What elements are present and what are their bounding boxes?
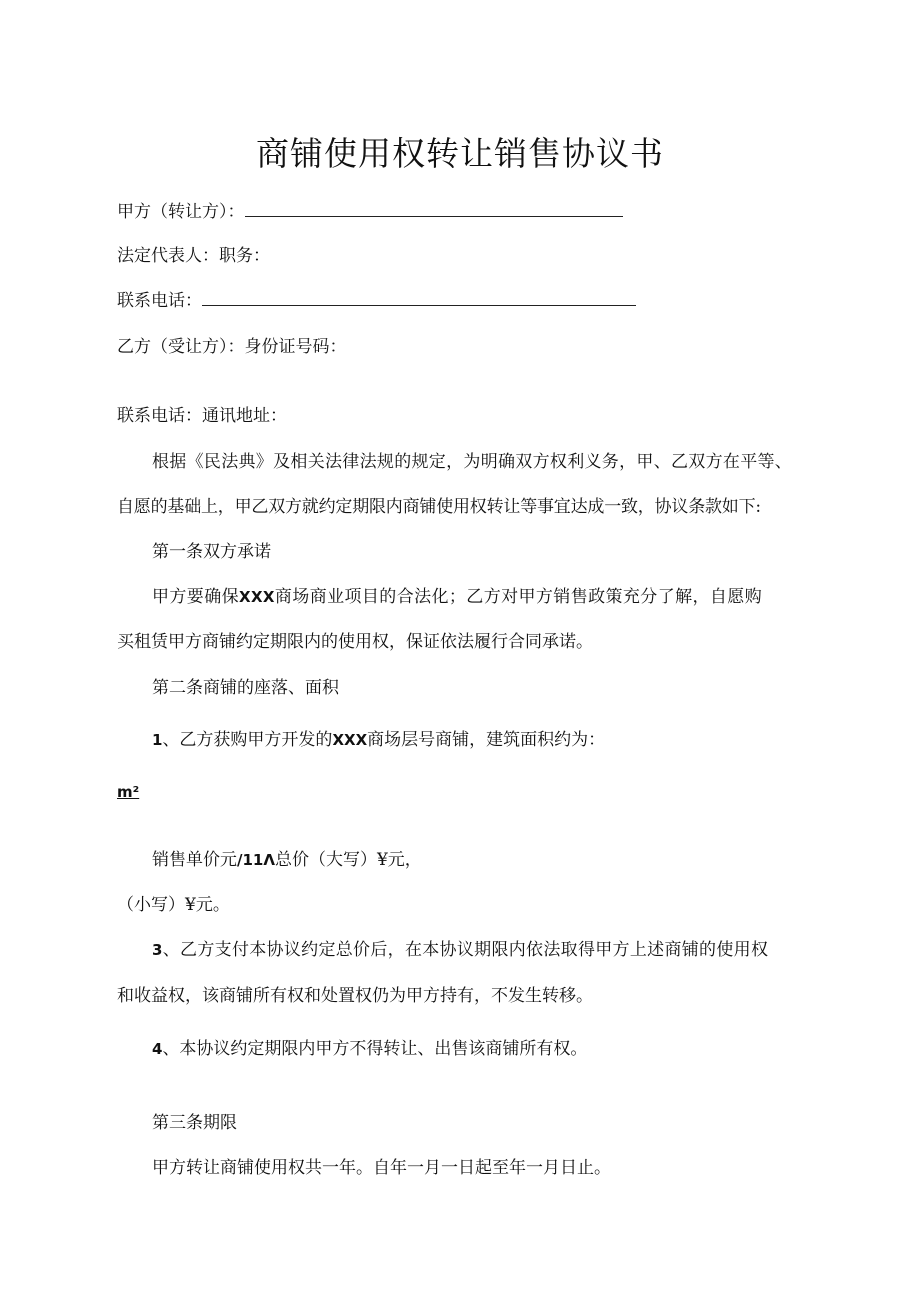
contact-b-line: 联系电话：通讯地址： [117, 406, 287, 426]
area-unit: m² [117, 783, 140, 801]
item-4-text: 、本协议约定期限内甲方不得转让、出售该商铺所有权。 [162, 1039, 588, 1059]
item-3-line-1 [152, 938, 768, 962]
item-3-line-2: 和收益权，该商铺所有权和处置权仍为甲方持有，不发生转移。 [117, 986, 593, 1006]
phone-a-line [117, 289, 636, 313]
party-a-line [117, 200, 623, 224]
article-1-line-1 [152, 585, 762, 609]
item-1-line [152, 728, 605, 752]
article-1-line-2: 买租赁甲方商铺约定期限内的使用权，保证依法履行合同承诺。 [117, 632, 593, 652]
item-1-text-a: 、乙方获购甲方开发的 [162, 730, 333, 750]
article-1-text-b: 商场商业项目的合法化；乙方对甲方销售政策充分了解，自愿购 [274, 587, 763, 607]
article-3-line-1: 甲方转让商铺使用权共一年。自年一月一日起至年一月日止。 [152, 1158, 611, 1178]
item-3-number: 3 [152, 941, 163, 959]
article-1-text-a: 甲方要确保 [152, 587, 239, 607]
article-1-xxx: XXX [239, 588, 275, 606]
item-4-number: 4 [152, 1040, 163, 1058]
party-b-line: 乙方（受让方）：身份证号码： [117, 337, 347, 357]
item-1-xxx: XXX [332, 731, 368, 749]
unit-price-text: 销售单价元 [152, 850, 237, 870]
party-a-label: 甲方（转让方）： [117, 202, 245, 222]
document-title: 商铺使用权转让销售协议书 [256, 134, 664, 173]
article-2-title: 第二条商铺的座落、面积 [152, 678, 339, 698]
phone-a-label: 联系电话： [117, 291, 202, 311]
price-unit: /11Λ [237, 851, 275, 869]
item-1-text-b: 商场层号商铺，建筑面积约为： [367, 730, 606, 750]
item-3-text-a: 、乙方支付本协议约定总价后，在本协议期限内依法取得甲方上述商铺的使用权 [162, 940, 769, 960]
article-3-title: 第三条期限 [152, 1113, 237, 1133]
party-a-blank [245, 200, 623, 217]
item-1-number: 1 [152, 731, 163, 749]
item-4-line [152, 1037, 587, 1061]
preamble-line-2: 自愿的基础上，甲乙双方就约定期限内商铺使用权转让等事宜达成一致，协议条款如下: [117, 497, 761, 517]
legal-rep-line: 法定代表人：职务： [117, 246, 270, 266]
price-line [152, 848, 422, 872]
article-1-title: 第一条双方承诺 [152, 542, 271, 562]
phone-a-blank [202, 289, 636, 306]
total-price-text: 总价（大写）¥元， [274, 850, 422, 870]
price-small-line: （小写）¥元。 [117, 895, 230, 915]
preamble-line-1: 根据《民法典》及相关法律法规的规定，为明确双方权利义务，甲、乙双方在平等、 [152, 452, 793, 472]
